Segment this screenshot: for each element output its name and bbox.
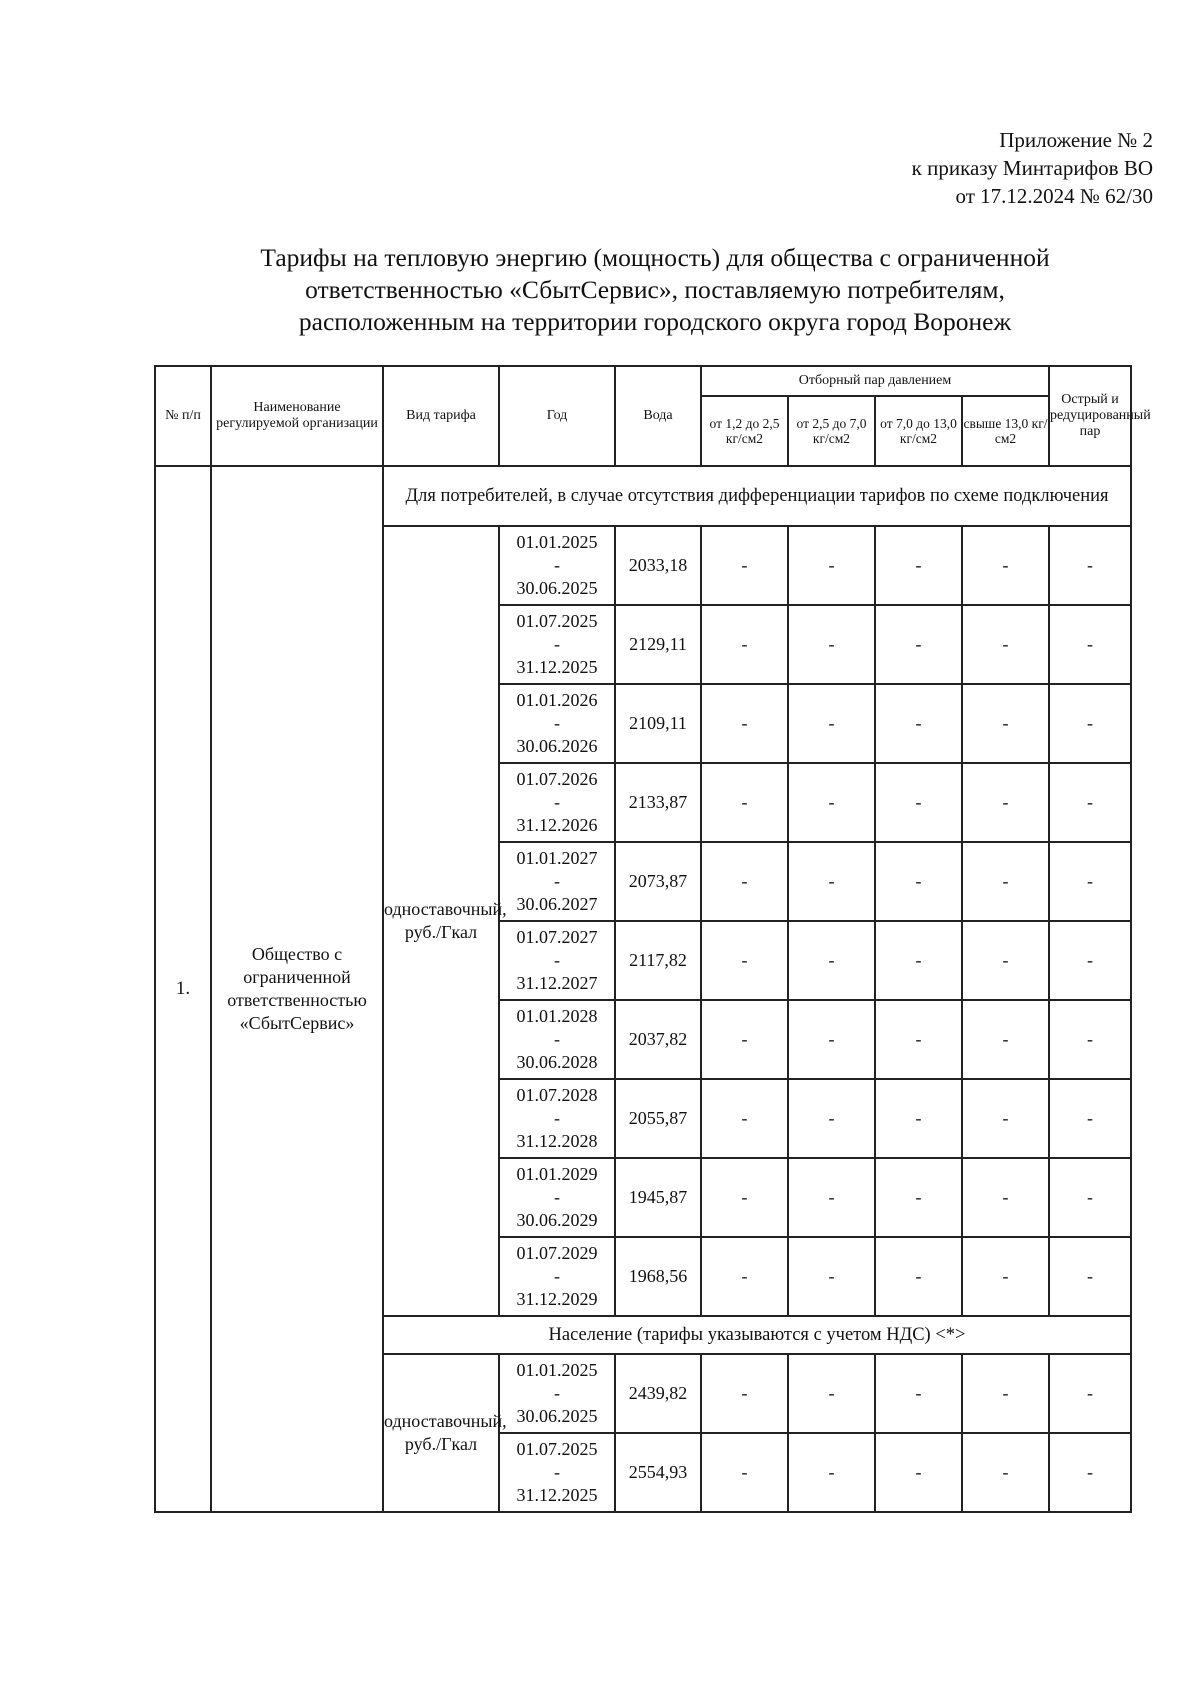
row-number: 1. — [155, 466, 211, 1512]
empty-value: - — [1049, 1237, 1131, 1316]
empty-value: - — [962, 1433, 1049, 1512]
empty-value: - — [962, 1158, 1049, 1237]
period-from: 01.07.2026 — [516, 769, 598, 789]
period-to: 30.06.2027 — [516, 894, 598, 914]
water-value: 2439,82 — [615, 1354, 701, 1433]
period-cell — [499, 842, 615, 921]
empty-value: - — [788, 1433, 875, 1512]
period-cell — [499, 1237, 615, 1316]
water-value: 2554,93 — [615, 1433, 701, 1512]
empty-value: - — [701, 526, 788, 605]
period-sep: - — [554, 634, 560, 654]
empty-value: - — [1049, 526, 1131, 605]
appendix-line-1: Приложение № 2 — [999, 128, 1153, 152]
empty-value: - — [1049, 921, 1131, 1000]
empty-value: - — [1049, 1433, 1131, 1512]
empty-value: - — [875, 763, 962, 842]
empty-value: - — [875, 1237, 962, 1316]
title-line-3: расположенным на территории городского округа город Воронеж — [298, 307, 1012, 336]
period-from: 01.07.2027 — [516, 927, 598, 947]
period-to: 30.06.2028 — [516, 1052, 598, 1072]
period-sep: - — [554, 713, 560, 733]
empty-value: - — [875, 1158, 962, 1237]
period-cell — [499, 1158, 615, 1237]
empty-value: - — [701, 1079, 788, 1158]
period-to: 31.12.2028 — [516, 1131, 598, 1151]
period-cell — [499, 763, 615, 842]
empty-value: - — [788, 921, 875, 1000]
empty-value: - — [701, 842, 788, 921]
period-from: 01.01.2027 — [516, 848, 598, 868]
header-steam-2: от 2,5 до 7,0 кг/см2 — [788, 396, 875, 466]
empty-value: - — [1049, 842, 1131, 921]
period-sep: - — [554, 871, 560, 891]
period-sep: - — [554, 792, 560, 812]
empty-value: - — [962, 1079, 1049, 1158]
empty-value: - — [875, 684, 962, 763]
empty-value: - — [875, 842, 962, 921]
period-cell — [499, 526, 615, 605]
empty-value: - — [1049, 1354, 1131, 1433]
empty-value: - — [701, 763, 788, 842]
empty-value: - — [1049, 763, 1131, 842]
period-sep: - — [554, 1266, 560, 1286]
period-sep: - — [554, 555, 560, 575]
water-value: 2037,82 — [615, 1000, 701, 1079]
empty-value: - — [962, 1000, 1049, 1079]
empty-value: - — [1049, 684, 1131, 763]
water-value: 2109,11 — [615, 684, 701, 763]
period-from: 01.01.2028 — [516, 1006, 598, 1026]
empty-value: - — [1049, 1158, 1131, 1237]
water-value: 2055,87 — [615, 1079, 701, 1158]
appendix-line-2: к приказу Минтарифов ВО — [911, 156, 1153, 180]
empty-value: - — [788, 1354, 875, 1433]
period-to: 30.06.2025 — [516, 1406, 598, 1426]
period-to: 31.12.2025 — [516, 657, 598, 677]
header-steam-group: Отборный пар давлением — [701, 366, 1049, 396]
period-to: 30.06.2025 — [516, 578, 598, 598]
water-value: 1945,87 — [615, 1158, 701, 1237]
period-sep: - — [554, 1383, 560, 1403]
period-from: 01.01.2029 — [516, 1164, 598, 1184]
empty-value: - — [788, 1158, 875, 1237]
empty-value: - — [875, 921, 962, 1000]
period-to: 30.06.2029 — [516, 1210, 598, 1230]
header-num: № п/п — [155, 366, 211, 466]
appendix-line-3: от 17.12.2024 № 62/30 — [955, 184, 1153, 208]
document-title — [175, 242, 1135, 338]
header-hot-steam: Острый и редуцированный пар — [1049, 366, 1131, 466]
period-cell — [499, 921, 615, 1000]
empty-value: - — [962, 1354, 1049, 1433]
period-from: 01.01.2026 — [516, 690, 598, 710]
empty-value: - — [788, 1079, 875, 1158]
period-from: 01.01.2025 — [516, 532, 598, 552]
water-value: 2033,18 — [615, 526, 701, 605]
period-sep: - — [554, 1187, 560, 1207]
empty-value: - — [962, 763, 1049, 842]
empty-value: - — [788, 605, 875, 684]
period-to: 31.12.2029 — [516, 1289, 598, 1309]
period-to: 31.12.2026 — [516, 815, 598, 835]
empty-value: - — [962, 605, 1049, 684]
empty-value: - — [1049, 1000, 1131, 1079]
header-steam-3: от 7,0 до 13,0 кг/см2 — [875, 396, 962, 466]
empty-value: - — [701, 1433, 788, 1512]
empty-value: - — [875, 1000, 962, 1079]
period-sep: - — [554, 1029, 560, 1049]
appendix-block — [912, 126, 1153, 210]
period-from: 01.07.2029 — [516, 1243, 598, 1263]
title-line-2: ответственностью «СбытСервис», поставляемую потребителям, — [305, 275, 1005, 304]
empty-value: - — [962, 684, 1049, 763]
period-cell — [499, 684, 615, 763]
period-to: 31.12.2027 — [516, 973, 598, 993]
empty-value: - — [875, 1079, 962, 1158]
water-value: 2129,11 — [615, 605, 701, 684]
empty-value: - — [875, 1433, 962, 1512]
period-from: 01.07.2028 — [516, 1085, 598, 1105]
tariffs-table — [154, 365, 1151, 1513]
empty-value: - — [1049, 605, 1131, 684]
empty-value: - — [788, 684, 875, 763]
period-cell — [499, 1079, 615, 1158]
empty-value: - — [788, 526, 875, 605]
empty-value: - — [1049, 1079, 1131, 1158]
empty-value: - — [788, 1237, 875, 1316]
water-value: 2117,82 — [615, 921, 701, 1000]
empty-value: - — [962, 526, 1049, 605]
header-steam-1: от 1,2 до 2,5 кг/см2 — [701, 396, 788, 466]
header-steam-4: свыше 13,0 кг/см2 — [962, 396, 1049, 466]
organization-name: Общество с ограниченной ответственностью «СбытСервис» — [211, 466, 383, 1512]
period-from: 01.07.2025 — [516, 1439, 598, 1459]
empty-value: - — [962, 1237, 1049, 1316]
header-tariff-type: Вид тарифа — [383, 366, 499, 466]
period-cell — [499, 1354, 615, 1433]
section-2-title: Население (тарифы указываются с учетом НДС) <*> — [383, 1316, 1131, 1354]
title-line-1: Тарифы на тепловую энергию (мощность) для общества с ограниченной — [260, 243, 1050, 272]
empty-value: - — [701, 1237, 788, 1316]
tariff-type: одноставочный, руб./Гкал — [383, 1354, 499, 1512]
period-cell — [499, 1433, 615, 1512]
tariff-type: одноставочный, руб./Гкал — [383, 526, 499, 1316]
header-year: Год — [499, 366, 615, 466]
empty-value: - — [788, 763, 875, 842]
empty-value: - — [701, 921, 788, 1000]
water-value: 2073,87 — [615, 842, 701, 921]
empty-value: - — [701, 1158, 788, 1237]
empty-value: - — [701, 605, 788, 684]
header-org: Наименование регулируемой организации — [211, 366, 383, 466]
empty-value: - — [875, 526, 962, 605]
water-value: 2133,87 — [615, 763, 701, 842]
period-from: 01.01.2025 — [516, 1360, 598, 1380]
period-from: 01.07.2025 — [516, 611, 598, 631]
empty-value: - — [788, 842, 875, 921]
section-1-title: Для потребителей, в случае отсутствия дифференциации тарифов по схеме подключения — [383, 466, 1131, 526]
period-cell — [499, 605, 615, 684]
empty-value: - — [962, 842, 1049, 921]
empty-value: - — [875, 605, 962, 684]
period-cell — [499, 1000, 615, 1079]
period-sep: - — [554, 950, 560, 970]
period-to: 31.12.2025 — [516, 1485, 598, 1505]
empty-value: - — [701, 1000, 788, 1079]
period-sep: - — [554, 1108, 560, 1128]
water-value: 1968,56 — [615, 1237, 701, 1316]
empty-value: - — [875, 1354, 962, 1433]
period-to: 30.06.2026 — [516, 736, 598, 756]
empty-value: - — [788, 1000, 875, 1079]
header-water: Вода — [615, 366, 701, 466]
period-sep: - — [554, 1462, 560, 1482]
empty-value: - — [701, 684, 788, 763]
empty-value: - — [701, 1354, 788, 1433]
empty-value: - — [962, 921, 1049, 1000]
